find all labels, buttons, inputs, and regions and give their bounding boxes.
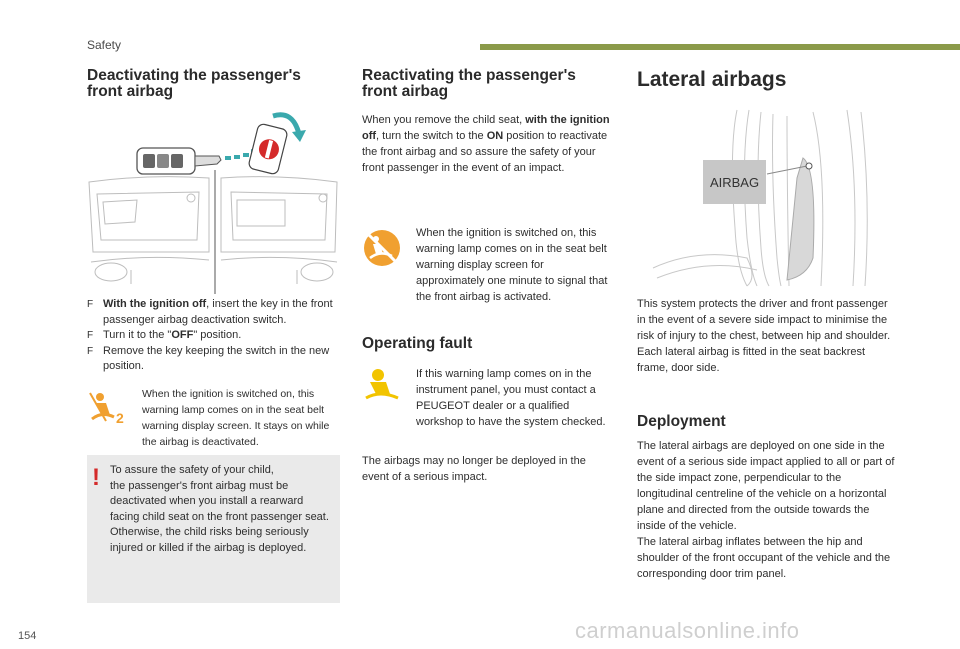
step-3: F Remove the key keeping the switch in the new position. [87,344,330,372]
child-seat-warning-text: To assure the safety of your child, the passenger's front airbag must be deactivated when you install a rearward facing child seat on the front passenger seat. Otherwise, the child risks being seriously injured or killed if the airbag is deployed. [110,464,329,554]
airbag-switch-icon [248,123,288,175]
reactivation-paragraph: When you remove the child seat, with the ignition off, turn the switch to the ON position to reactivate the front airbag and so assure the safety of your front passenger in the event of an impact. [362,114,610,174]
step-1: F With the ignition off, insert the key in the front passenger airbag deactivation switch. [87,298,333,326]
operating-fault-title: Operating fault [362,335,473,352]
airbag-label-tag: AIRBAG [703,160,766,204]
lateral-airbags-description: This system protects the driver and front passenger in the event of a severe side impact to minimise the risk of injury to the chest, between hip and shoulder. Each lateral airbag is fitted in the seat backrest frame, door side. [637,298,891,374]
page-number: 154 [18,630,37,642]
glovebox-switch-illustration [87,112,342,294]
svg-text:2: 2 [116,410,124,426]
airbag-on-lamp-icon [362,228,402,268]
header-accent-bar [480,44,960,50]
deployment-description: The lateral airbags are deployed on one side in the event of a serious side impact applied to all or part of the side impact zone, perpendicular to the longitudinal centreline of the vehicle on a horizontal plane and directed from the outside towards the inside of the vehicle. The lateral airbag inflates between the hip and shoulder of the front occupant of the vehicle and the corresponding door trim panel. [637,440,895,580]
lateral-airbags-title: Lateral airbags [637,68,787,91]
col2-title: Reactivating the passenger's front airbag [362,67,576,100]
fault-paragraph: The airbags may no longer be deployed in the event of a serious impact. [362,455,586,483]
fault-lamp-note: If this warning lamp comes on in the instrument panel, you must contact a PEUGEOT dealer or a qualified workshop to have the system checked. [416,368,606,428]
watermark: carmanualsonline.info [575,618,800,643]
airbag-fault-lamp-icon [364,368,400,402]
step-2: F Turn it to the "OFF" position. [87,329,242,341]
warning-exclamation-icon: ! [92,464,100,491]
deployment-title: Deployment [637,413,726,430]
col1-title: Deactivating the passenger's front airbag [87,67,301,100]
section-label: Safety [87,38,122,52]
key-icon [137,148,221,174]
airbag-off-lamp-icon [88,391,130,427]
activated-lamp-note: When the ignition is switched on, this warning lamp comes on in the seat belt warning display screen for approximately one minute to signal that the front airbag is activated. [416,227,608,303]
deactivation-steps [87,297,337,375]
deactivated-lamp-note: When the ignition is switched on, this warning lamp comes on in the seat belt warning display screen. It stays on while the airbag is deactivated. [142,388,330,448]
